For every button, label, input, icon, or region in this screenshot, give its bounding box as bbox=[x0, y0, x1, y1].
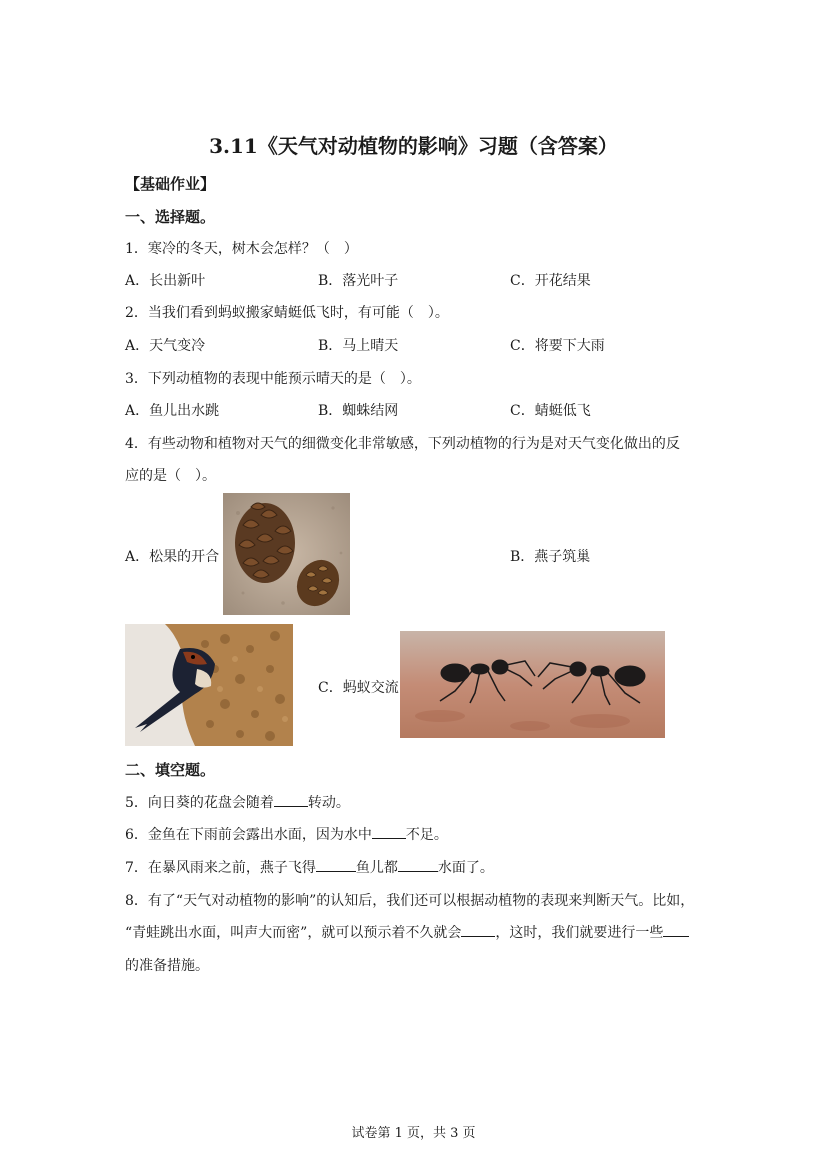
q3-option-b: B．蜘蛛结网 bbox=[318, 403, 399, 419]
q8-line1: 8．有了“天气对动植物的影响”的认知后，我们还可以根据动植物的表现来判断天气。比如， bbox=[125, 893, 695, 909]
q7-blank-2[interactable] bbox=[398, 857, 438, 872]
q8-line2-pre: “青蛙跳出水面，叫声大而密”，就可以预示着不久就会 bbox=[125, 925, 462, 941]
swallow-nest-photo bbox=[125, 624, 293, 746]
q6-blank[interactable] bbox=[372, 824, 406, 839]
q2-option-a: A．天气变冷 bbox=[125, 338, 206, 354]
q6-post: 不足。 bbox=[405, 827, 448, 843]
q1-option-c: C．开花结果 bbox=[510, 273, 591, 289]
q7-blank-1[interactable] bbox=[316, 857, 356, 872]
q1-stem: 1．寒冷的冬天，树木会怎样？（ ） bbox=[125, 241, 358, 257]
section-basic-heading: 【基础作业】 bbox=[125, 175, 216, 193]
q7-pre: 7．在暴风雨来之前，燕子飞得 bbox=[125, 860, 316, 876]
pinecone-photo bbox=[223, 493, 350, 615]
q2-option-c: C．将要下大雨 bbox=[510, 338, 605, 354]
q4-option-b: B．燕子筑巢 bbox=[510, 549, 591, 565]
q1-option-b: B．落光叶子 bbox=[318, 273, 399, 289]
q5-post: 转动。 bbox=[307, 795, 350, 811]
page-title: 3.11《天气对动植物的影响》习题（含答案） bbox=[209, 134, 618, 158]
q2-option-b: B．马上晴天 bbox=[318, 338, 399, 354]
q4-stem-line2: 应的是（ ）。 bbox=[125, 468, 216, 484]
q8-line2-mid: ，这时，我们就要进行一些 bbox=[495, 925, 664, 941]
q6-line bbox=[125, 824, 448, 844]
q4-option-a: A．松果的开合 bbox=[125, 549, 220, 565]
q3-stem: 3．下列动植物的表现中能预示晴天的是（ ）。 bbox=[125, 371, 421, 387]
q1-option-a: A．长出新叶 bbox=[125, 273, 206, 289]
q8-line2 bbox=[125, 922, 689, 942]
q7-line bbox=[125, 857, 494, 877]
q5-blank[interactable] bbox=[274, 792, 308, 807]
q3-option-c: C．蜻蜓低飞 bbox=[510, 403, 591, 419]
ants-photo bbox=[400, 631, 665, 738]
q4-option-c: C．蚂蚁交流 bbox=[318, 680, 399, 696]
q5-line bbox=[125, 792, 350, 812]
q4-stem-line1: 4．有些动物和植物对天气的细微变化非常敏感，下列动植物的行为是对天气变化做出的反 bbox=[125, 436, 680, 452]
q3-option-a: A．鱼儿出水跳 bbox=[125, 403, 220, 419]
q8-blank-1[interactable] bbox=[461, 922, 495, 937]
q7-post: 水面了。 bbox=[437, 860, 494, 876]
q7-mid: 鱼儿都 bbox=[355, 860, 398, 876]
page-footer: 试卷第 1 页，共 3 页 bbox=[351, 1126, 476, 1141]
q6-pre: 6．金鱼在下雨前会露出水面，因为水中 bbox=[125, 827, 372, 843]
part2-heading: 二、填空题。 bbox=[125, 761, 216, 779]
q8-line3: 的准备措施。 bbox=[125, 958, 209, 974]
q8-blank-2[interactable] bbox=[663, 922, 689, 937]
q2-stem: 2．当我们看到蚂蚁搬家蜻蜓低飞时，有可能（ ）。 bbox=[125, 305, 449, 321]
q5-pre: 5．向日葵的花盘会随着 bbox=[125, 795, 274, 811]
part1-heading: 一、选择题。 bbox=[125, 208, 216, 226]
